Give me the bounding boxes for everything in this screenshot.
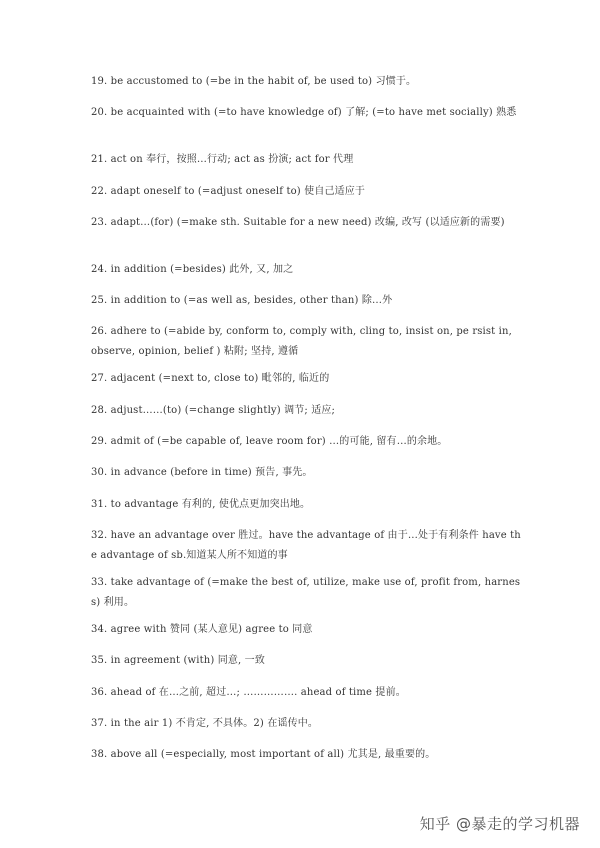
list-item: 20. be acquainted with (=to have knowledge of) 了解; (=to have met socially) 熟悉 (91, 107, 517, 119)
list-item: 24. in addition (=besides) 此外, 又, 加之 (91, 263, 294, 275)
list-item: 28. adjust……(to) (=change slightly) 调节; 适应; (91, 404, 336, 416)
list-item: 37. in the air 1) 不肯定, 不具体。2) 在谣传中。 (91, 717, 319, 729)
list-item: 26. adhere to (=abide by, conform to, comply with, cling to, insist on, pe rsist in, observe, opinion, belief ) 粘附; 坚持, 遵循 (91, 326, 512, 358)
list-item: 35. in agreement (with) 同意, 一致 (91, 655, 265, 667)
list-item: 19. be accustomed to (=be in the habit of, be used to) 习惯于。 (91, 76, 417, 87)
list-item: 36. ahead of 在…之前, 超过…; ……………. ahead of time 提前。 (91, 686, 406, 698)
list-item: 27. adjacent (=next to, close to) 毗邻的, 临近的 (91, 373, 330, 385)
list-item: 21. act on 奉行，按照…行动; act as 扮演; act for 代理 (91, 154, 354, 166)
list-item: 23. adapt…(for) (=make sth. Suitable for a new need) 改编, 改写 (以适应新的需要) (91, 216, 505, 228)
list-item: 31. to advantage 有利的, 使优点更加突出地。 (91, 498, 311, 510)
list-item: 33. take advantage of (=make the best of, utilize, make use of, profit from, harness) 利用。 (91, 576, 521, 608)
watermark: 知乎 @暴走的学习机器 (419, 815, 580, 833)
list-item: 25. in addition to (=as well as, besides, other than) 除…外 (91, 295, 393, 307)
list-item: 38. above all (=especially, most important of all) 尤其是, 最重要的。 (91, 749, 436, 761)
list-item: 30. in advance (before in time) 预告, 事先。 (91, 467, 313, 479)
list-item: 22. adapt oneself to (=adjust oneself to) 使自己适应于 (91, 185, 366, 197)
list-item: 34. agree with 赞同 (某人意见) agree to 同意 (91, 623, 313, 635)
list-item: 32. have an advantage over 胜过。have the advantage of 由于…处于有利条件 have the advantage of sb.知道某人所不知道的事 (91, 529, 521, 561)
vocabulary-list (91, 72, 521, 776)
list-item: 29. admit of (=be capable of, leave room for) …的可能, 留有…的余地。 (91, 436, 448, 448)
